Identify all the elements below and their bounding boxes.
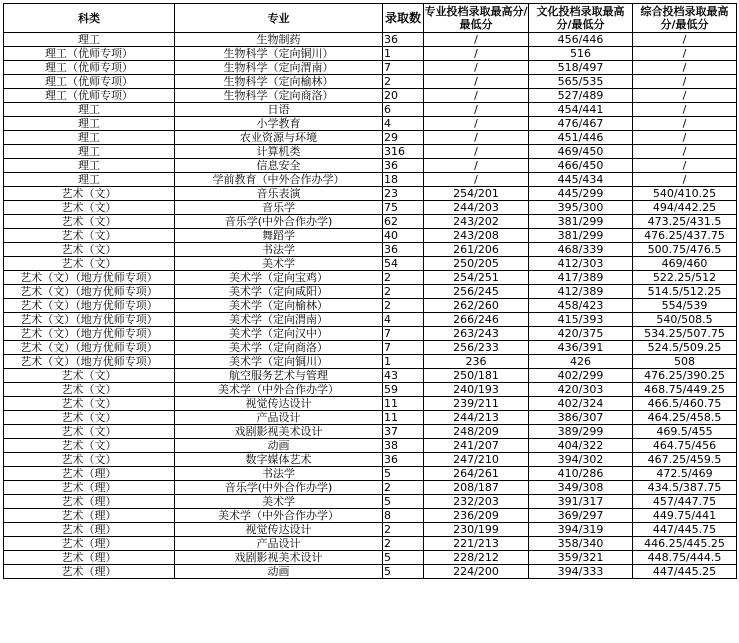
cell-culture-score: 468/339 <box>529 243 633 257</box>
cell-category: 理工（优师专项） <box>4 89 175 103</box>
cell-category: 艺术（理） <box>4 565 175 579</box>
cell-major: 美术学 <box>175 495 383 509</box>
cell-major: 美术学（定向榆林） <box>175 299 383 313</box>
cell-major: 生物科学（定向渭南） <box>175 61 383 75</box>
table-header <box>4 4 737 33</box>
cell-category: 艺术（文） <box>4 425 175 439</box>
cell-category: 艺术（文） <box>4 187 175 201</box>
table-row <box>4 187 737 201</box>
cell-category: 理工 <box>4 145 175 159</box>
cell-culture-score: 454/441 <box>529 103 633 117</box>
cell-major: 美术学（定向商洛） <box>175 341 383 355</box>
table-row <box>4 383 737 397</box>
cell-count: 36 <box>383 243 424 257</box>
cell-composite-score: / <box>633 117 737 131</box>
cell-category: 艺术（文） <box>4 383 175 397</box>
cell-culture-score: 412/303 <box>529 257 633 271</box>
header-row <box>4 4 737 33</box>
cell-category: 理工 <box>4 173 175 187</box>
cell-culture-score: 469/450 <box>529 145 633 159</box>
cell-composite-score: 500.75/476.5 <box>633 243 737 257</box>
cell-professional-score: 264/261 <box>424 467 529 481</box>
cell-professional-score: 250/181 <box>424 369 529 383</box>
cell-professional-score: 239/211 <box>424 397 529 411</box>
cell-professional-score: / <box>424 75 529 89</box>
cell-professional-score: 224/200 <box>424 565 529 579</box>
cell-professional-score: 240/193 <box>424 383 529 397</box>
table-row <box>4 257 737 271</box>
cell-culture-score: 369/297 <box>529 509 633 523</box>
cell-professional-score: 236/209 <box>424 509 529 523</box>
cell-composite-score: 473.25/431.5 <box>633 215 737 229</box>
cell-professional-score: 232/203 <box>424 495 529 509</box>
table-row <box>4 173 737 187</box>
cell-major: 戏剧影视美术设计 <box>175 425 383 439</box>
cell-major: 音乐表演 <box>175 187 383 201</box>
cell-count: 5 <box>383 551 424 565</box>
cell-count: 11 <box>383 411 424 425</box>
cell-count: 23 <box>383 187 424 201</box>
table-row <box>4 215 737 229</box>
cell-professional-score: 248/209 <box>424 425 529 439</box>
table-row <box>4 201 737 215</box>
cell-count: 2 <box>383 537 424 551</box>
header-major: 专业 <box>175 4 383 33</box>
cell-major: 舞蹈学 <box>175 229 383 243</box>
cell-culture-score: 445/434 <box>529 173 633 187</box>
cell-category: 艺术（理） <box>4 551 175 565</box>
header-professional-score: 专业投档录取最高分/最低分 <box>424 5 528 31</box>
cell-category: 艺术（文） <box>4 243 175 257</box>
cell-count: 2 <box>383 299 424 313</box>
cell-count: 36 <box>383 453 424 467</box>
cell-composite-score: / <box>633 173 737 187</box>
cell-composite-score: 494/442.25 <box>633 201 737 215</box>
cell-professional-score: 256/233 <box>424 341 529 355</box>
cell-major: 日语 <box>175 103 383 117</box>
cell-category: 艺术（文） <box>4 229 175 243</box>
cell-culture-score: 420/375 <box>529 327 633 341</box>
cell-professional-score: 241/207 <box>424 439 529 453</box>
cell-category: 艺术（文） <box>4 215 175 229</box>
cell-category: 理工（优师专项） <box>4 61 175 75</box>
cell-culture-score: 410/286 <box>529 467 633 481</box>
cell-professional-score: 221/213 <box>424 537 529 551</box>
table-row <box>4 355 737 369</box>
cell-count: 75 <box>383 201 424 215</box>
cell-count: 7 <box>383 61 424 75</box>
cell-count: 62 <box>383 215 424 229</box>
cell-count: 2 <box>383 481 424 495</box>
cell-culture-score: 389/299 <box>529 425 633 439</box>
cell-composite-score: 466.5/460.75 <box>633 397 737 411</box>
table-row <box>4 103 737 117</box>
cell-culture-score: 565/535 <box>529 75 633 89</box>
cell-major: 美术学（中外合作办学） <box>175 509 383 523</box>
cell-major: 计算机类 <box>175 145 383 159</box>
cell-count: 1 <box>383 355 424 369</box>
cell-professional-score: / <box>424 103 529 117</box>
cell-major: 产品设计 <box>175 537 383 551</box>
cell-composite-score: 447/445.25 <box>633 565 737 579</box>
cell-composite-score: 508 <box>633 355 737 369</box>
cell-culture-score: 426 <box>529 355 633 369</box>
cell-composite-score: / <box>633 47 737 61</box>
header-culture-score: 文化投档录取最高分/最低分 <box>529 4 633 33</box>
cell-composite-score: 540/508.5 <box>633 313 737 327</box>
cell-culture-score: 404/322 <box>529 439 633 453</box>
table-row <box>4 425 737 439</box>
cell-professional-score: 244/203 <box>424 201 529 215</box>
table-row <box>4 565 737 579</box>
cell-culture-score: 359/321 <box>529 551 633 565</box>
cell-count: 316 <box>383 145 424 159</box>
cell-category: 艺术（理） <box>4 467 175 481</box>
cell-count: 4 <box>383 313 424 327</box>
cell-composite-score: 522.25/512 <box>633 271 737 285</box>
cell-composite-score: 554/539 <box>633 299 737 313</box>
cell-professional-score: 263/243 <box>424 327 529 341</box>
cell-major: 视觉传达设计 <box>175 523 383 537</box>
table-row <box>4 33 737 47</box>
cell-count: 6 <box>383 103 424 117</box>
cell-category: 理工 <box>4 131 175 145</box>
cell-composite-score: / <box>633 61 737 75</box>
cell-count: 2 <box>383 75 424 89</box>
cell-count: 5 <box>383 467 424 481</box>
cell-professional-score: 243/202 <box>424 215 529 229</box>
cell-count: 38 <box>383 439 424 453</box>
cell-professional-score: / <box>424 159 529 173</box>
table-row <box>4 117 737 131</box>
cell-composite-score: / <box>633 131 737 145</box>
cell-major: 数字媒体艺术 <box>175 453 383 467</box>
cell-major: 生物科学（定向商洛） <box>175 89 383 103</box>
table-row <box>4 313 737 327</box>
cell-professional-score: 256/245 <box>424 285 529 299</box>
table-row <box>4 369 737 383</box>
cell-composite-score: 476.25/437.75 <box>633 229 737 243</box>
cell-culture-score: 476/467 <box>529 117 633 131</box>
table-row <box>4 341 737 355</box>
cell-category: 艺术（文） <box>4 257 175 271</box>
cell-major: 音乐学(中外合作办学) <box>175 481 383 495</box>
cell-major: 航空服务艺术与管理 <box>175 369 383 383</box>
cell-culture-score: 415/393 <box>529 313 633 327</box>
cell-major: 学前教育（中外合作办学） <box>175 173 383 187</box>
cell-count: 37 <box>383 425 424 439</box>
cell-count: 54 <box>383 257 424 271</box>
cell-professional-score: / <box>424 145 529 159</box>
cell-culture-score: 412/389 <box>529 285 633 299</box>
cell-culture-score: 395/300 <box>529 201 633 215</box>
table-row <box>4 439 737 453</box>
cell-composite-score: 457/447.75 <box>633 495 737 509</box>
cell-culture-score: 391/317 <box>529 495 633 509</box>
cell-composite-score: 472.5/469 <box>633 467 737 481</box>
cell-count: 29 <box>383 131 424 145</box>
cell-culture-score: 394/333 <box>529 565 633 579</box>
table-body <box>4 33 737 579</box>
table-row <box>4 467 737 481</box>
header-count: 录取数 <box>383 4 424 33</box>
cell-composite-score: 540/410.25 <box>633 187 737 201</box>
table-row <box>4 509 737 523</box>
cell-professional-score: 254/251 <box>424 271 529 285</box>
cell-composite-score: 514.5/512.25 <box>633 285 737 299</box>
table-row <box>4 453 737 467</box>
cell-category: 艺术（理） <box>4 523 175 537</box>
cell-culture-score: 420/303 <box>529 383 633 397</box>
table-row <box>4 271 737 285</box>
cell-composite-score: 469/460 <box>633 257 737 271</box>
cell-category: 理工 <box>4 103 175 117</box>
table-row <box>4 145 737 159</box>
cell-professional-score: 262/260 <box>424 299 529 313</box>
cell-culture-score: 516 <box>529 47 633 61</box>
cell-category: 艺术（文） <box>4 453 175 467</box>
cell-professional-score: 266/246 <box>424 313 529 327</box>
cell-professional-score: / <box>424 61 529 75</box>
cell-composite-score: 448.75/444.5 <box>633 551 737 565</box>
cell-composite-score: 464.75/456 <box>633 439 737 453</box>
table-row <box>4 551 737 565</box>
cell-count: 59 <box>383 383 424 397</box>
cell-culture-score: 445/299 <box>529 187 633 201</box>
cell-composite-score: 467.25/459.5 <box>633 453 737 467</box>
cell-culture-score: 417/389 <box>529 271 633 285</box>
cell-category: 艺术（文） <box>4 369 175 383</box>
table-row <box>4 243 737 257</box>
cell-professional-score: 208/187 <box>424 481 529 495</box>
cell-major: 美术学（定向汉中） <box>175 327 383 341</box>
cell-professional-score: 236 <box>424 355 529 369</box>
cell-composite-score: / <box>633 103 737 117</box>
cell-major: 音乐学(中外合作办学) <box>175 215 383 229</box>
cell-major: 视觉传达设计 <box>175 397 383 411</box>
cell-major: 生物科学（定向榆林） <box>175 75 383 89</box>
cell-culture-score: 394/319 <box>529 523 633 537</box>
cell-category: 理工 <box>4 33 175 47</box>
cell-major: 书法学 <box>175 243 383 257</box>
cell-major: 美术学（中外合作办学） <box>175 383 383 397</box>
table-row <box>4 229 737 243</box>
table-row <box>4 495 737 509</box>
cell-composite-score: 524.5/509.25 <box>633 341 737 355</box>
cell-category: 理工（优师专项） <box>4 75 175 89</box>
cell-professional-score: / <box>424 131 529 145</box>
cell-professional-score: / <box>424 117 529 131</box>
cell-category: 艺术（文）（地方优师专项） <box>4 271 175 285</box>
cell-culture-score: 456/446 <box>529 33 633 47</box>
cell-major: 美术学（定向宝鸡） <box>175 271 383 285</box>
cell-count: 1 <box>383 47 424 61</box>
cell-culture-score: 358/340 <box>529 537 633 551</box>
cell-composite-score: 434.5/387.75 <box>633 481 737 495</box>
cell-culture-score: 386/307 <box>529 411 633 425</box>
admission-table <box>3 3 737 579</box>
cell-culture-score: 518/497 <box>529 61 633 75</box>
cell-professional-score: 243/208 <box>424 229 529 243</box>
cell-culture-score: 349/308 <box>529 481 633 495</box>
cell-category: 理工 <box>4 117 175 131</box>
cell-culture-score: 458/423 <box>529 299 633 313</box>
cell-major: 戏剧影视美术设计 <box>175 551 383 565</box>
cell-major: 生物制药 <box>175 33 383 47</box>
cell-count: 18 <box>383 173 424 187</box>
cell-culture-score: 466/450 <box>529 159 633 173</box>
cell-composite-score: 534.25/507.75 <box>633 327 737 341</box>
cell-composite-score: 464.25/458.5 <box>633 411 737 425</box>
table-row <box>4 537 737 551</box>
cell-count: 8 <box>383 509 424 523</box>
cell-culture-score: 402/299 <box>529 369 633 383</box>
cell-count: 40 <box>383 229 424 243</box>
cell-professional-score: 228/212 <box>424 551 529 565</box>
table-row <box>4 159 737 173</box>
table-row <box>4 523 737 537</box>
cell-count: 2 <box>383 271 424 285</box>
cell-composite-score: 446.25/445.25 <box>633 537 737 551</box>
cell-category: 艺术（理） <box>4 509 175 523</box>
table-row <box>4 75 737 89</box>
cell-category: 艺术（理） <box>4 537 175 551</box>
cell-count: 36 <box>383 33 424 47</box>
cell-major: 信息安全 <box>175 159 383 173</box>
cell-category: 艺术（文）（地方优师专项） <box>4 355 175 369</box>
cell-count: 43 <box>383 369 424 383</box>
cell-composite-score: / <box>633 159 737 173</box>
cell-culture-score: 527/489 <box>529 89 633 103</box>
table-row <box>4 299 737 313</box>
header-category: 科类 <box>4 4 175 33</box>
cell-major: 小学教育 <box>175 117 383 131</box>
cell-category: 艺术（文） <box>4 397 175 411</box>
cell-professional-score: 254/201 <box>424 187 529 201</box>
cell-count: 5 <box>383 565 424 579</box>
cell-category: 艺术（文） <box>4 439 175 453</box>
cell-count: 2 <box>383 285 424 299</box>
cell-category: 艺术（文） <box>4 411 175 425</box>
cell-major: 美术学 <box>175 257 383 271</box>
cell-composite-score: 449.75/441 <box>633 509 737 523</box>
cell-professional-score: 250/205 <box>424 257 529 271</box>
table-row <box>4 131 737 145</box>
cell-composite-score: 476.25/390.25 <box>633 369 737 383</box>
cell-major: 美术学（定向咸阳） <box>175 285 383 299</box>
cell-count: 5 <box>383 495 424 509</box>
table-row <box>4 285 737 299</box>
cell-culture-score: 402/324 <box>529 397 633 411</box>
cell-major: 农业资源与环境 <box>175 131 383 145</box>
table-row <box>4 411 737 425</box>
cell-count: 7 <box>383 341 424 355</box>
cell-major: 动画 <box>175 565 383 579</box>
cell-professional-score: / <box>424 47 529 61</box>
cell-major: 产品设计 <box>175 411 383 425</box>
cell-category: 艺术（文）（地方优师专项） <box>4 341 175 355</box>
cell-professional-score: 261/206 <box>424 243 529 257</box>
cell-count: 20 <box>383 89 424 103</box>
cell-major: 音乐学 <box>175 201 383 215</box>
cell-culture-score: 381/299 <box>529 229 633 243</box>
cell-culture-score: 394/302 <box>529 453 633 467</box>
cell-composite-score: / <box>633 89 737 103</box>
cell-composite-score: 447/445.75 <box>633 523 737 537</box>
table-row <box>4 47 737 61</box>
cell-culture-score: 451/446 <box>529 131 633 145</box>
header-composite-score: 综合投档录取最高分/最低分 <box>633 4 737 33</box>
cell-category: 理工（优师专项） <box>4 47 175 61</box>
cell-composite-score: / <box>633 33 737 47</box>
cell-category: 艺术（理） <box>4 495 175 509</box>
cell-count: 36 <box>383 159 424 173</box>
cell-composite-score: / <box>633 145 737 159</box>
cell-composite-score: 469.5/455 <box>633 425 737 439</box>
cell-major: 动画 <box>175 439 383 453</box>
cell-count: 7 <box>383 327 424 341</box>
cell-professional-score: / <box>424 33 529 47</box>
cell-category: 理工 <box>4 159 175 173</box>
table-row <box>4 61 737 75</box>
cell-category: 艺术（文） <box>4 201 175 215</box>
cell-count: 11 <box>383 397 424 411</box>
cell-composite-score: 468.75/449.25 <box>633 383 737 397</box>
cell-major: 美术学（定向渭南） <box>175 313 383 327</box>
cell-count: 2 <box>383 523 424 537</box>
cell-category: 艺术（文）（地方优师专项） <box>4 327 175 341</box>
table-row <box>4 397 737 411</box>
table-row <box>4 89 737 103</box>
table-row <box>4 327 737 341</box>
cell-category: 艺术（文）（地方优师专项） <box>4 313 175 327</box>
cell-composite-score: / <box>633 75 737 89</box>
cell-category: 艺术（理） <box>4 481 175 495</box>
cell-professional-score: 247/210 <box>424 453 529 467</box>
cell-professional-score: / <box>424 173 529 187</box>
cell-culture-score: 436/391 <box>529 341 633 355</box>
cell-category: 艺术（文）（地方优师专项） <box>4 285 175 299</box>
cell-major: 美术学（定向铜川） <box>175 355 383 369</box>
cell-professional-score: / <box>424 89 529 103</box>
cell-professional-score: 244/213 <box>424 411 529 425</box>
cell-category: 艺术（文）（地方优师专项） <box>4 299 175 313</box>
cell-major: 书法学 <box>175 467 383 481</box>
cell-major: 生物科学（定向铜川） <box>175 47 383 61</box>
cell-culture-score: 381/299 <box>529 215 633 229</box>
cell-professional-score: 230/199 <box>424 523 529 537</box>
cell-count: 4 <box>383 117 424 131</box>
table-row <box>4 481 737 495</box>
